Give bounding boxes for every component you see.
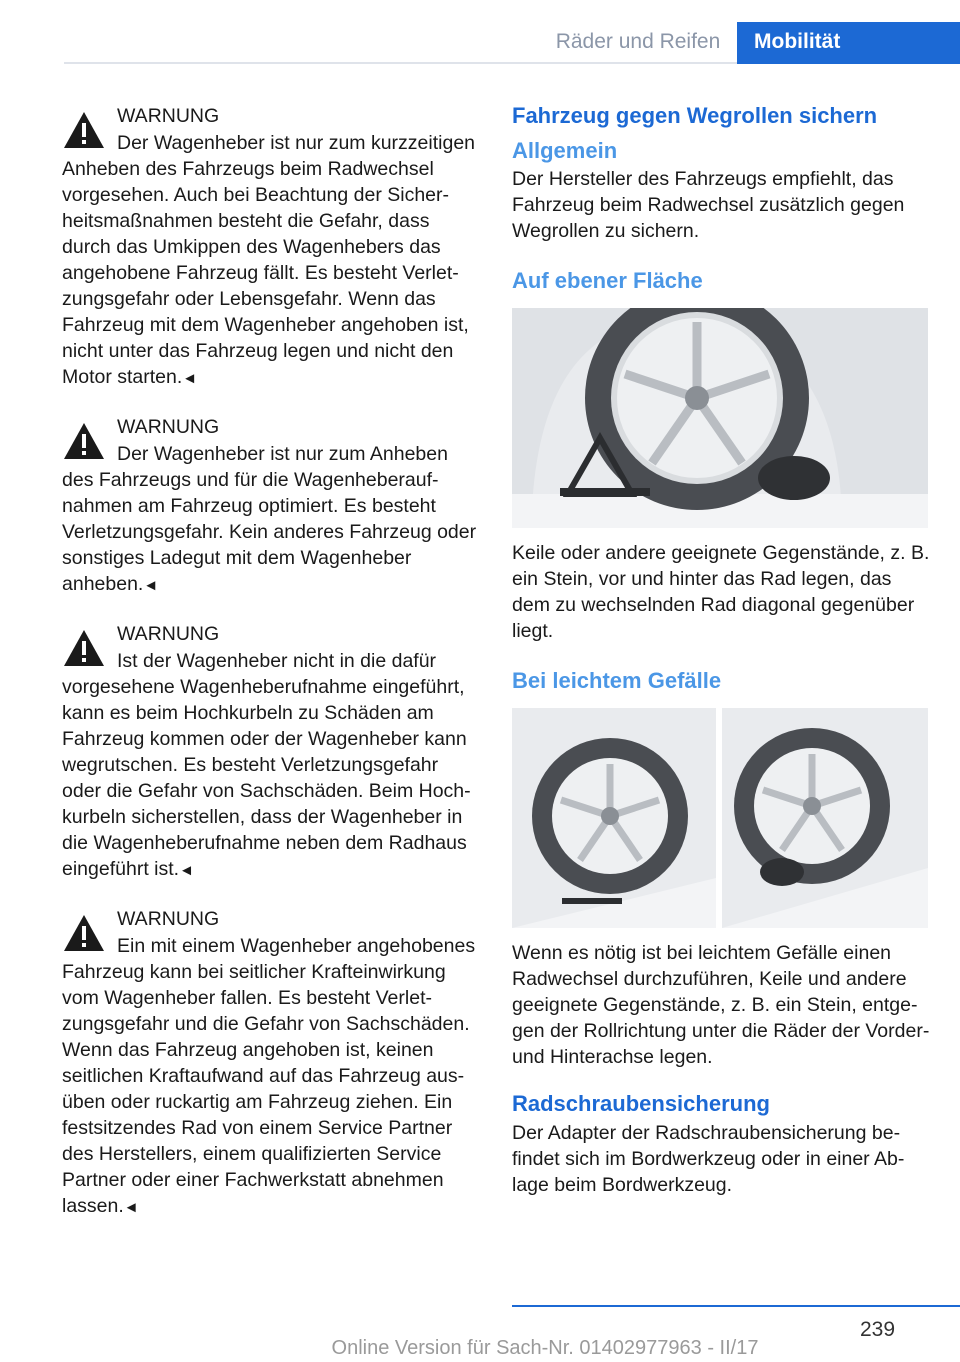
warning-title: WARNUNG <box>117 105 220 127</box>
warning-title: WARNUNG <box>117 416 220 438</box>
warning-text: Ein mit einem Wagenheber angehobenes Fahrzeug kann bei seitlicher Krafteinwirkung vom Wagenheber fallen. Es besteht Verletzungsgefahr und die Gefahr von Sachschäden. Wenn das Fahrzeug angehoben ist, keinen seitlichen Kraftaufwand auf das Fahrzeug ausüben oder ruckartig am Fahrzeug ziehen. Ein festsitzendes Rad von einem Service Partner des Herstellers, einem qualifizierten Service Partner oder einer Fachwerkstatt abnehmen lassen.◄ <box>62 935 476 1217</box>
warning-block <box>62 411 482 599</box>
warning-triangle-icon <box>62 913 106 953</box>
slope-text: Wenn es nötig ist bei leichtem Gefälle einen Radwechsel durchzuführen, Keile und andere geeignete Gegenstände, z. B. ein Stein, entgegen der Rollrichtung unter die Räder der Vorder- und Hinterachse legen. <box>512 942 930 1068</box>
footer-rule <box>512 1305 960 1307</box>
warning-block <box>62 618 482 884</box>
warning-block <box>62 903 482 1221</box>
left-column <box>62 100 482 1240</box>
warning-text: Der Wagenheber ist nur zum kurzzeitigen Anheben des Fahrzeugs beim Radwechsel vorgesehen. Auch bei Beachtung der Sicherheitsmaßnahmen besteht die Gefahr, dass durch das Umkippen des Wagenhebers das angehobene Fahrzeug fällt. Es besteht Verletzungsgefahr oder Lebensgefahr. Wenn das Fahrzeug mit dem Wagenheber angehoben ist, nicht unter das Fahrzeug legen und nicht den Motor starten.◄ <box>62 132 476 388</box>
warning-block <box>62 100 482 392</box>
warning-triangle-icon <box>62 421 106 461</box>
right-column <box>512 100 930 1198</box>
section-heading: Fahrzeug gegen Wegrollen sichern <box>512 103 878 128</box>
header-chapter-tab: Mobilität <box>737 22 960 64</box>
header-section-title: Räder und Reifen <box>555 30 721 53</box>
warning-text: Der Wagenheber ist nur zum Anheben des Fahrzeugs und für die Wagenheberaufnahmen am Fahrzeug optimiert. Es besteht Verletzungsgefahr. Kein anderes Fahrzeug oder sonstiges Ladegut mit dem Wagenheber anheben.◄ <box>62 443 477 595</box>
end-mark: ◄ <box>182 370 198 387</box>
subheading-slope: Bei leichtem Gefälle <box>512 668 722 693</box>
warning-title: WARNUNG <box>117 623 220 645</box>
warning-text: Ist der Wagenheber nicht in die dafür vorgesehene Wagenheberufnahme eingeführt, kann es beim Hochkurbeln zu Schäden am Fahrzeug kommen oder der Wagenheber kann wegrutschen. Es besteht Verletzungsgefahr oder die Gefahr von Sachschäden. Beim Hochkurbeln sicherstellen, dass der Wagenheber in die Wagenheberufnahme neben dem Radhaus eingeführt ist.◄ <box>62 650 471 880</box>
end-mark: ◄ <box>179 862 194 879</box>
wheel-lock-text: Der Adapter der Radschraubensicherung befindet sich im Bordwerkzeug oder in einer Ablage beim Bordwerkzeug. <box>512 1122 905 1196</box>
general-text: Der Hersteller des Fahrzeugs empfiehlt, das Fahrzeug beim Radwechsel zusätzlich gegen Wegrollen zu sichern. <box>512 168 905 242</box>
warning-title: WARNUNG <box>117 908 220 930</box>
warning-triangle-icon <box>62 628 106 668</box>
subheading-wheel-lock: Radschraubensicherung <box>512 1091 770 1116</box>
subheading-flat: Auf ebener Fläche <box>512 268 703 293</box>
figure-wheel-chock-flat <box>512 308 928 528</box>
end-mark: ◄ <box>143 577 159 594</box>
flat-text: Keile oder andere geeignete Gegenstände, z. B. ein Stein, vor und hinter das Rad legen, das dem zu wechselnden Rad diagonal gegenüber liegt. <box>512 542 930 642</box>
page-number: 239 <box>860 1318 896 1341</box>
figure-wheel-chock-slope <box>512 708 928 928</box>
end-mark: ◄ <box>123 1199 139 1216</box>
warning-triangle-icon <box>62 110 106 150</box>
footer-online-version: Online Version für Sach-Nr. 01402977963 - II/17 <box>331 1337 759 1359</box>
subheading-general: Allgemein <box>512 138 618 163</box>
